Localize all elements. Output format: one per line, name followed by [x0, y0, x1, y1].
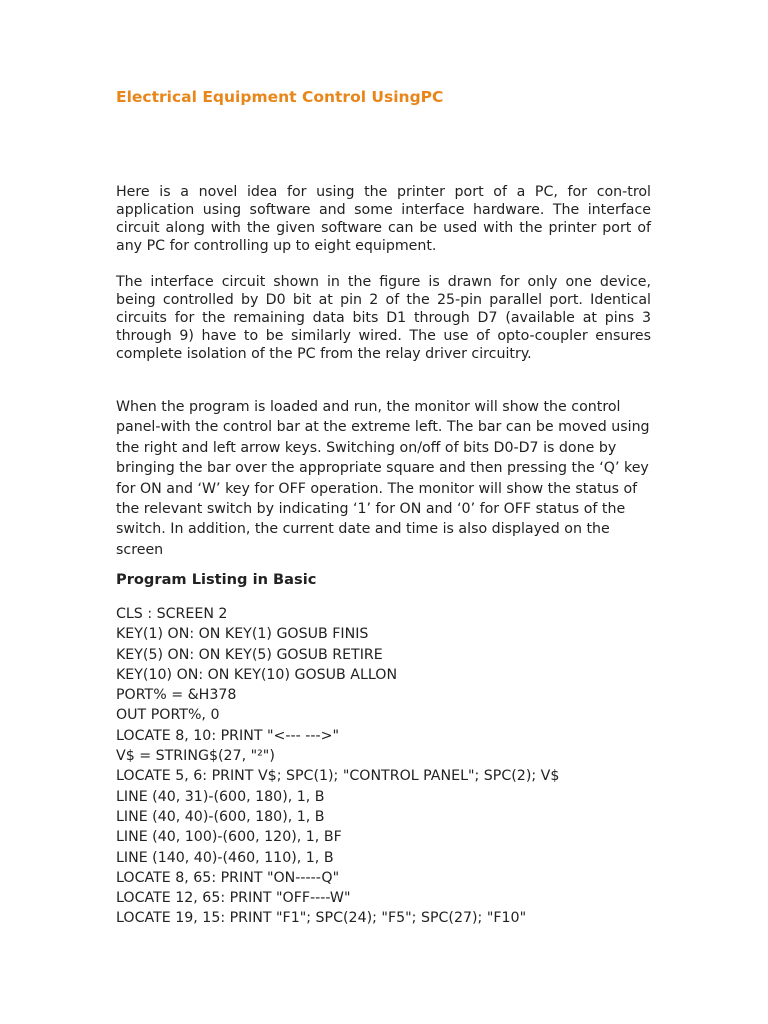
code-line: LINE (40, 100)-(600, 120), 1, BF: [116, 829, 342, 846]
paragraph-intro: Here is a novel idea for using the printer port of a PC, for con-trol application using software and some interface hardware. The interface circuit along with the given software can be used with the printer port of any PC for controlling up to eight equipment.: [116, 184, 651, 255]
code-line: LINE (40, 31)-(600, 180), 1, B: [116, 788, 325, 805]
code-line: KEY(10) ON: ON KEY(10) GOSUB ALLON: [116, 666, 398, 683]
code-line: OUT PORT%, 0: [116, 707, 220, 724]
code-line: LOCATE 19, 15: PRINT "F1"; SPC(24); "F5"; SPC(27); "F10": [116, 910, 527, 927]
code-line: CLS : SCREEN 2: [116, 606, 228, 622]
document-title: Electrical Equipment Control UsingPC: [116, 88, 444, 106]
code-line: LINE (40, 40)-(600, 180), 1, B: [116, 808, 325, 825]
code-line: PORT% = &H378: [116, 687, 237, 704]
code-line: LINE (140, 40)-(460, 110), 1, B: [116, 849, 334, 866]
code-listing: [116, 604, 559, 929]
code-line: KEY(5) ON: ON KEY(5) GOSUB RETIRE: [116, 646, 383, 663]
code-line: KEY(1) ON: ON KEY(1) GOSUB FINIS: [116, 626, 369, 643]
paragraph-program-operation: When the program is loaded and run, the monitor will show the control panel-with the control bar at the extreme left. The bar can be moved using the right and left arrow keys. Switching on/off of bits D0-D7 is done by bringing the bar over the appropriate square and then pressing the ‘Q’ key for ON and ‘W’ key for OFF operation. The monitor will show the status of the relevant switch by indicating ‘1’ for ON and ‘0’ for OFF status of the switch. In addition, the current date and time is also displayed on the screen: [116, 399, 650, 558]
listing-heading: Program Listing in Basic: [116, 571, 317, 588]
code-line: LOCATE 8, 65: PRINT "ON-----Q": [116, 869, 340, 886]
code-line: LOCATE 8, 10: PRINT "<--- --->": [116, 727, 340, 744]
paragraph-interface-circuit: The interface circuit shown in the figure is drawn for only one device, being controlled by D0 bit at pin 2 of the 25-pin parallel port. Identical circuits for the remaining data bits D1 through D7 (available at pins 3 through 9) have to be similarly wired. The use of opto-coupler ensures complete isolation of the PC from the relay driver circuitry.: [116, 274, 651, 363]
code-line: LOCATE 5, 6: PRINT V$; SPC(1); "CONTROL PANEL"; SPC(2); V$: [116, 768, 560, 785]
code-line: LOCATE 12, 65: PRINT "OFF----W": [116, 890, 351, 907]
code-line: V$ = STRING$(27, "²"): [116, 748, 275, 765]
